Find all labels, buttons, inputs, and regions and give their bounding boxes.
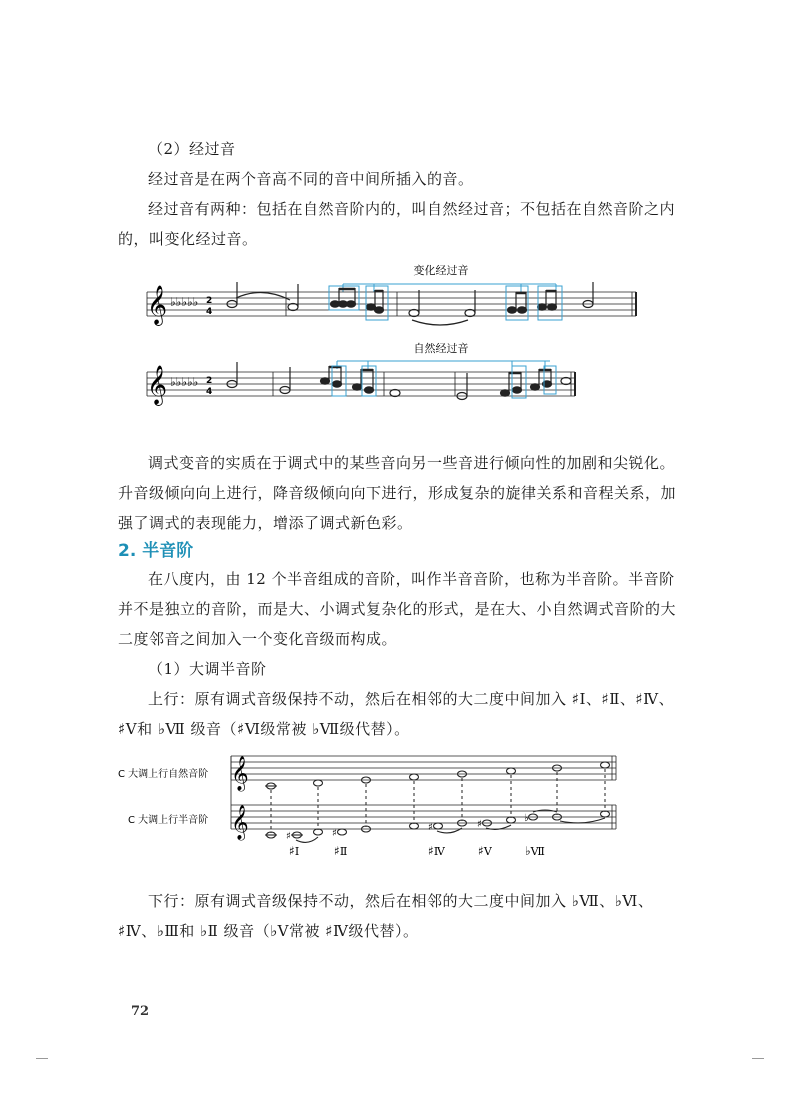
label-altered-passing: 变化经过音	[413, 264, 469, 277]
svg-text:♭: ♭	[524, 813, 529, 824]
highlight-boxes-1	[329, 286, 562, 320]
para-passing-definition: 经过音是在两个音高不同的音中间所插入的音。	[148, 170, 474, 188]
heading-chromatic-scale: 2. 半音阶	[118, 541, 194, 561]
score-passing-tones	[0, 254, 800, 424]
treble-clef-icon: 𝄞	[147, 365, 168, 405]
staff-chromatic	[231, 756, 616, 829]
section-passing-title: （2）经过音	[148, 140, 236, 158]
key-signature: ♭♭♭♭♭	[170, 295, 199, 309]
svg-text:♯: ♯	[332, 828, 337, 839]
key-signature: ♭♭♭♭♭	[170, 375, 199, 389]
svg-text:4: 4	[206, 387, 213, 397]
staff-1	[147, 292, 636, 316]
staff-natural	[231, 756, 616, 780]
label-natural-passing: 自然经过音	[413, 342, 469, 355]
treble-clef-icon: 𝄞	[231, 756, 249, 791]
svg-text:♯: ♯	[286, 831, 291, 842]
bracket-natural	[337, 361, 550, 369]
para-altered-notes: 调式变音的实质在于调式中的某些音向另一些音进行倾向性的加剧和尖锐化。升音级倾向向上进行，降音级倾向向下进行，形成复杂的旋律关系和音程关系，加强了调式的表现能力，增添了调式新色彩。	[118, 454, 677, 532]
svg-text:♯: ♯	[428, 822, 433, 833]
svg-text:♯Ⅰ: ♯Ⅰ	[289, 844, 300, 858]
para-chromatic-definition: 在八度内，由 12 个半音组成的音阶，叫作半音音阶，也称为半音阶。半音阶并不是独立的音阶，而是大、小调式复杂化的形式，是在大、小自然调式音阶的大二度邻音之间加入一个变化音级而构成。	[118, 570, 677, 648]
svg-text:2: 2	[206, 296, 213, 306]
treble-clef-icon: 𝄞	[231, 805, 249, 840]
label-chromatic-scale: C 大调上行半音阶	[128, 815, 209, 826]
crop-mark	[36, 1058, 48, 1059]
section-major-title: （1）大调半音阶	[148, 660, 267, 678]
svg-text:♯Ⅴ: ♯Ⅴ	[478, 844, 492, 858]
treble-clef-icon: 𝄞	[147, 285, 168, 325]
para-passing-types: 经过音有两种：包括在自然音阶内的，叫自然经过音；不包括在自然音阶之内的，叫变化经过音。	[118, 200, 676, 248]
svg-text:♯Ⅳ: ♯Ⅳ	[428, 844, 445, 858]
svg-text:4: 4	[206, 307, 213, 317]
svg-text:2: 2	[206, 376, 213, 386]
degree-labels	[289, 844, 545, 858]
score-chromatic	[0, 750, 800, 870]
page-number: 72	[131, 1004, 150, 1019]
svg-text:♯: ♯	[477, 819, 482, 830]
svg-text:♯Ⅱ: ♯Ⅱ	[334, 844, 348, 858]
label-natural-scale: C 大调上行自然音阶	[118, 769, 209, 780]
svg-text:♭Ⅶ: ♭Ⅶ	[525, 844, 545, 858]
crop-mark	[752, 1058, 764, 1059]
natural-notes	[265, 762, 610, 789]
para-descending: 下行：原有调式音级保持不动，然后在相邻的大二度中间加入 ♭Ⅶ、♭Ⅵ、♯Ⅳ、♭Ⅲ和 ♭Ⅱ 级音（♭Ⅴ常被 ♯Ⅳ级代替）。	[118, 892, 654, 940]
notes-staff-2	[227, 362, 571, 400]
chromatic-notes	[265, 810, 610, 842]
para-ascending: 上行：原有调式音级保持不动，然后在相邻的大二度中间加入 ♯Ⅰ、♯Ⅱ、♯Ⅳ、♯Ⅴ和 ♭Ⅶ 级音（♯Ⅵ级常被 ♭Ⅶ级代替）。	[118, 690, 675, 738]
